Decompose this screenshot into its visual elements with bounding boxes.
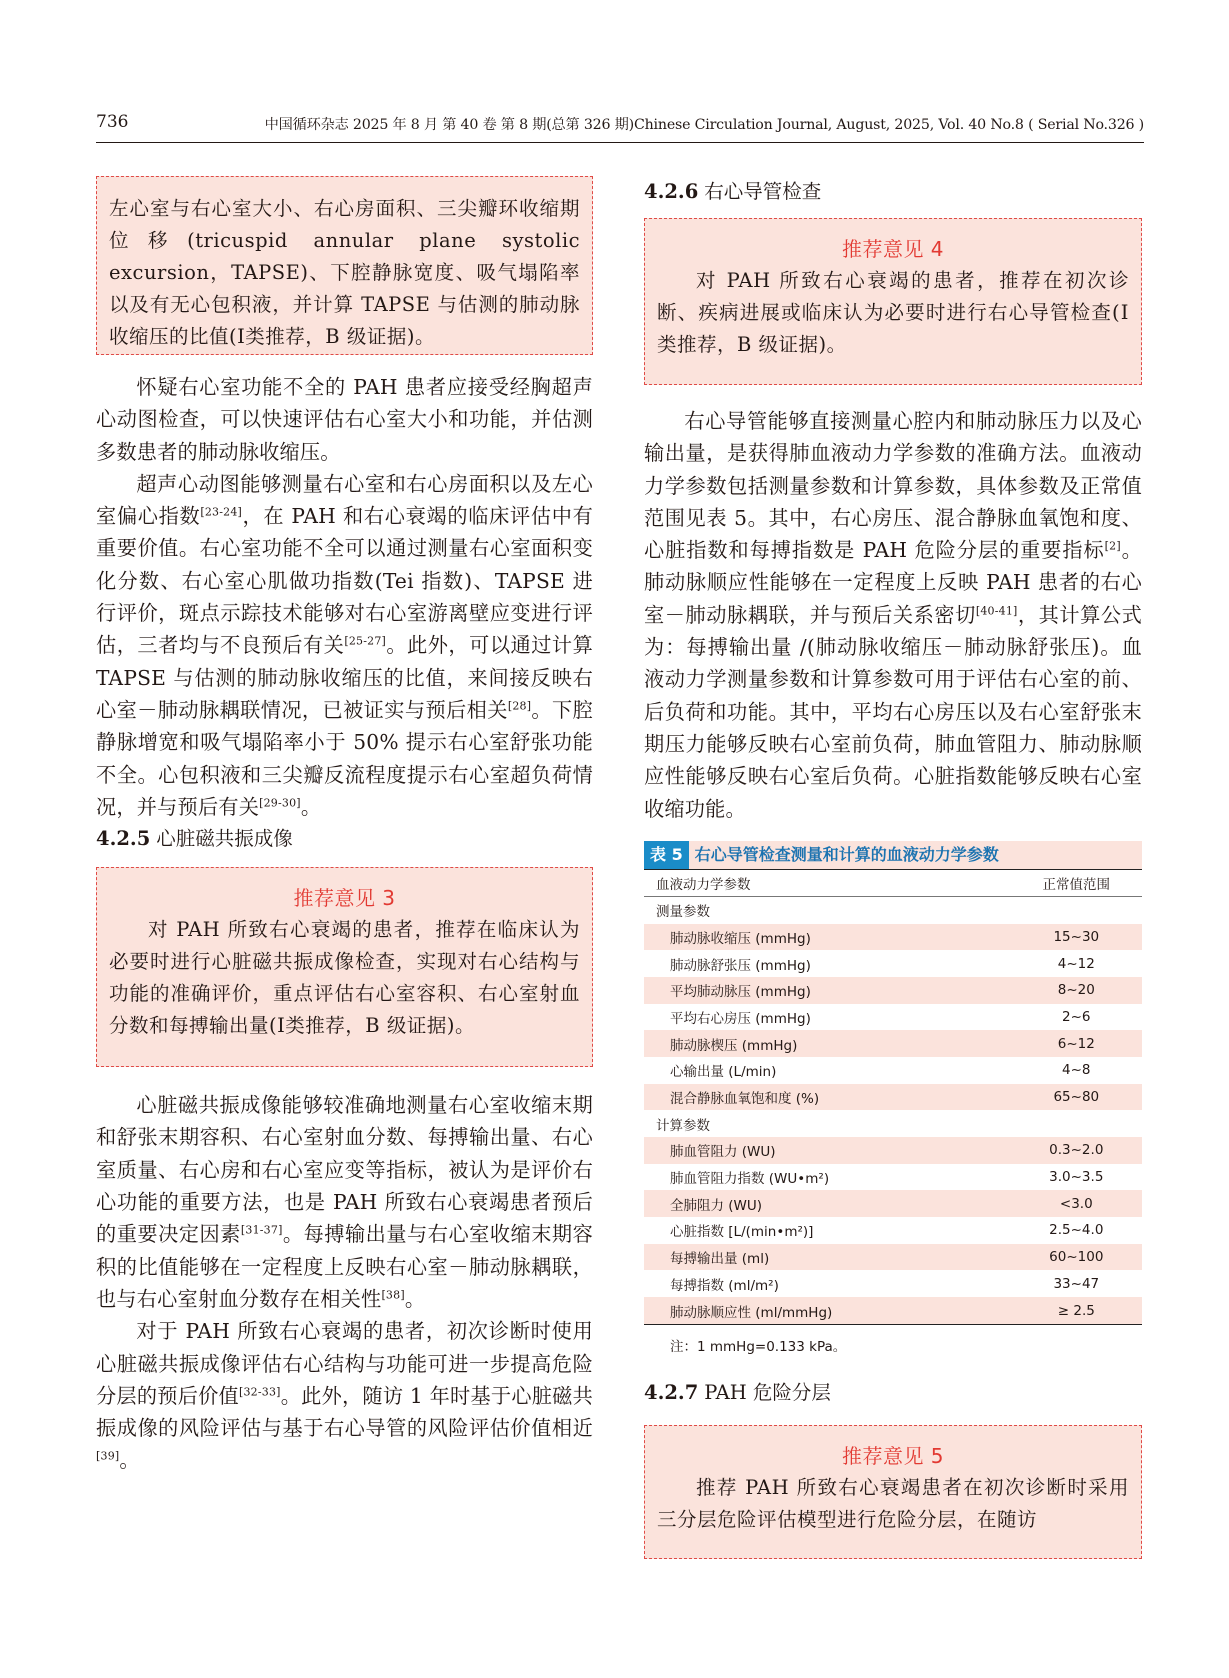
column-header-parameter: 血液动力学参数: [644, 870, 1011, 897]
section-title: 心脏磁共振成像: [156, 827, 293, 851]
table-label: 表 5: [644, 841, 689, 869]
table-cell-range: 2~6: [1062, 1008, 1091, 1025]
table-note: 注：1 mmHg=0.133 kPa。: [670, 1338, 847, 1355]
table-cell-range: 8~20: [1011, 977, 1142, 1004]
recommendation-title: 推荐意见 4: [841, 237, 945, 261]
table-row: [644, 1057, 1142, 1084]
table-cell-range: 0.3~2.0: [1011, 1137, 1142, 1164]
table-group-label: 计算参数: [656, 1117, 710, 1134]
table-cell-parameter: 心输出量 (L/min): [670, 1064, 777, 1081]
table-row: [644, 1110, 1142, 1137]
recommendation-box: [96, 867, 593, 1067]
table-body: [644, 896, 1142, 1324]
table-row: [644, 950, 1142, 977]
recommendation-text: 推荐 PAH 所致右心衰竭患者在初次诊断时采用三分层危险评估模型进行危险分层，在随访: [657, 1475, 1129, 1531]
table-cell-parameter: 肺血管阻力 (WU): [644, 1137, 1011, 1164]
table-5: [644, 841, 1142, 1355]
table-row: [644, 977, 1142, 1004]
table-cell-range: [1011, 1110, 1142, 1137]
table-row: [644, 1030, 1142, 1057]
section-heading: [644, 1377, 1142, 1409]
table-row: [644, 1297, 1142, 1324]
citation: [23-24]: [200, 505, 243, 519]
table-cell-parameter: 平均肺动脉压 (mmHg): [644, 977, 1011, 1004]
right-column: [644, 176, 1142, 1559]
table-row: [644, 1004, 1142, 1031]
table-row: [644, 924, 1142, 951]
table-cell-range: <3.0: [1011, 1190, 1142, 1217]
recommendation-text: 对 PAH 所致右心衰竭的患者，推荐在初次诊断、疾病进展或临床认为必要时进行右心导管检查(Ⅰ类推荐，B 级证据)。: [657, 269, 1129, 356]
left-column: [96, 176, 593, 1477]
header-rule: [96, 142, 1144, 143]
table-cell-range: 2.5~4.0: [1049, 1222, 1104, 1239]
section-title: PAH 危险分层: [704, 1380, 831, 1404]
table-title-bar: [644, 841, 1142, 870]
citation: [25-27]: [344, 634, 387, 648]
paragraph: 右心导管能够直接测量心腔内和肺动脉压力以及心输出量，是获得肺血液动力学参数的准确方法。血液动力学参数包括测量参数和计算参数，具体参数及正常值范围见表 5。其中，右心房压、混合静脉血氧饱和度、心脏指数和每搏指数是 PAH 危险分层的重要指标[2]。肺动脉顺应性能够在一定程度上反映 PAH 患者的右心室－肺动脉耦联，并与预后关系密切[40-41]，其计算公式为：每搏输出量 /(肺动脉收缩压－肺动脉舒张压)。血液动力学测量参数和计算参数可用于评估右心室的前、后负荷和功能。其中，平均右心房压以及右心室舒张末期压力能够反映右心室前负荷，肺血管阻力、肺动脉顺应性能够反映右心室后负荷。心脏指数能够反映右心室收缩功能。: [644, 409, 1143, 821]
recommendation-box-continued: [96, 176, 593, 355]
table-row: [644, 1190, 1142, 1217]
table-cell-parameter: 心脏指数 [L/(min•m²)]: [670, 1224, 814, 1241]
table-row: [644, 1084, 1142, 1111]
table-cell-range: 4~8: [1062, 1062, 1091, 1079]
table-cell-range: 6~12: [1011, 1030, 1142, 1057]
citation: [38]: [381, 1288, 405, 1302]
citation: [31-37]: [240, 1223, 283, 1237]
table-cell-range: [1011, 896, 1142, 923]
paragraph: 心脏磁共振成像能够较准确地测量右心室收缩末期和舒张末期容积、右心室射血分数、每搏输出量、右心室质量、右心房和右心室应变等指标，被认为是评价右心功能的重要方法，也是 PAH 所致右心衰竭患者预后的重要决定因素[31-37]。每搏输出量与右心室收缩末期容积的比值能够在一定程度上反映右心室－肺动脉耦联，也与右心室射血分数存在相关性[38]。: [96, 1093, 593, 1311]
recommendation-title: 推荐意见 5: [841, 1443, 945, 1468]
table-cell-range: 33~47: [1053, 1275, 1100, 1292]
table-cell-parameter: 肺动脉顺应性 (ml/mmHg): [644, 1297, 1011, 1324]
page-number: 736: [96, 112, 129, 132]
table-cell-parameter: 平均右心房压 (mmHg): [670, 1010, 811, 1027]
recommendation-box: [644, 1425, 1142, 1559]
section-number: 4.2.5: [96, 827, 151, 851]
section-number: 4.2.6: [644, 180, 699, 203]
column-header-range: 正常值范围: [1011, 870, 1142, 897]
table-row: [644, 1217, 1142, 1244]
paragraph: 超声心动图能够测量右心室和右心房面积以及左心室偏心指数[23-24]，在 PAH 和右心衰竭的临床评估中有重要价值。右心室功能不全可以通过测量右心室面积变化分数、右心室心肌做功指数(Tei 指数)、TAPSE 进行评价，斑点示踪技术能够对右心室游离壁应变进行评估，三者均与不良预后有关[25-27]。此外，可以通过计算 TAPSE 与估测的肺动脉收缩压的比值，来间接反映右心室－肺动脉耦联情况，已被证实与预后相关[28]。下腔静脉增宽和吸气塌陷率小于 50% 提示右心室舒张功能不全。心包积液和三尖瓣反流程度提示右心室超负荷情况，并与预后有关[29-30]。: [96, 471, 593, 819]
running-head: 中国循环杂志 2025 年 8 月 第 40 卷 第 8 期(总第 326 期)Chinese Circulation Journal, August, 2025, Vol. 40 No.8 ( Serial No.326 ): [264, 117, 1144, 133]
citation: [32-33]: [238, 1385, 281, 1399]
table-cell-range: ≥ 2.5: [1011, 1297, 1142, 1324]
table-row: [644, 1244, 1142, 1271]
citation: [29-30]: [259, 796, 301, 810]
recommendation-text: 对 PAH 所致右心衰竭的患者，推荐在临床认为必要时进行心脏磁共振成像检查，实现对右心结构与功能的准确评价，重点评估右心室容积、右心室射血分数和每搏输出量(Ⅰ类推荐，B 级证据)。: [109, 918, 580, 1038]
table-cell-range: 4~12: [1057, 955, 1095, 972]
citation: [39]: [96, 1449, 120, 1463]
table-row: [644, 1270, 1142, 1297]
table-cell-parameter: 肺血管阻力指数 (WU•m²): [670, 1171, 830, 1188]
recommendation-text: 左心室与右心室大小、右心房面积、三尖瓣环收缩期位移(tricuspid annular plane systolic excursion，TAPSE)、下腔静脉宽度、吸气塌陷率以及有无心包积液，并计算 TAPSE 与估测的肺动脉收缩压的比值(Ⅰ类推荐，B 级证据)。: [109, 197, 580, 348]
recommendation-box: [644, 218, 1142, 385]
table-cell-parameter: 全肺阻力 (WU): [644, 1190, 1011, 1217]
table-cell-range: 3.0~3.5: [1049, 1169, 1104, 1186]
section-title: 右心导管检查: [704, 180, 822, 203]
page-header: [96, 112, 1144, 142]
table-cell-parameter: 每搏指数 (ml/m²): [670, 1277, 779, 1294]
table-group-label: 测量参数: [656, 904, 710, 921]
citation: [2]: [1104, 539, 1121, 553]
table-cell-range: 60~100: [1011, 1244, 1142, 1271]
table-cell-parameter: 混合静脉血氧饱和度 (%): [644, 1084, 1011, 1111]
table-row: [644, 1164, 1142, 1191]
hemodynamics-table: [644, 870, 1142, 1325]
section-heading: [644, 176, 1142, 208]
table-cell-parameter: 每搏输出量 (ml): [644, 1244, 1011, 1271]
section-heading: [96, 823, 593, 855]
table-caption: 右心导管检查测量和计算的血液动力学参数: [694, 844, 999, 864]
citation: [40-41]: [975, 604, 1018, 618]
table-row: [644, 1137, 1142, 1164]
table-cell-range: 15~30: [1011, 924, 1142, 951]
table-cell-parameter: 肺动脉楔压 (mmHg): [644, 1030, 1011, 1057]
recommendation-title: 推荐意见 3: [293, 886, 396, 911]
table-cell-parameter: 肺动脉收缩压 (mmHg): [644, 924, 1011, 951]
table-row: [644, 896, 1142, 923]
section-number: 4.2.7: [644, 1380, 699, 1404]
paragraph: 怀疑右心室功能不全的 PAH 患者应接受经胸超声心动图检查，可以快速评估右心室大小和功能，并估测多数患者的肺动脉收缩压。: [96, 375, 593, 464]
paragraph: 对于 PAH 所致右心衰竭的患者，初次诊断时使用心脏磁共振成像评估右心结构与功能可进一步提高危险分层的预后价值[32-33]。此外，随访 1 年时基于心脏磁共振成像的风险评估与基于右心导管的风险评估价值相近[39]。: [96, 1319, 593, 1473]
table-cell-range: 65~80: [1011, 1084, 1142, 1111]
citation: [28]: [507, 699, 532, 713]
table-cell-parameter: 肺动脉舒张压 (mmHg): [670, 957, 811, 974]
